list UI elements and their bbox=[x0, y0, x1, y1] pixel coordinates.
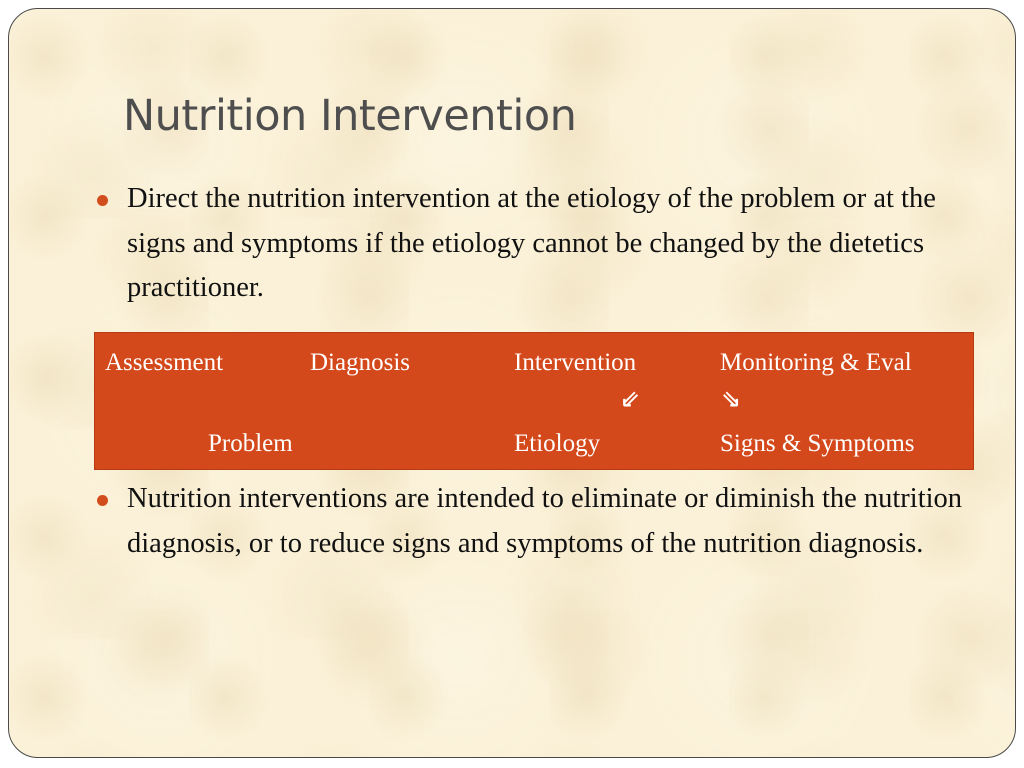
step-intervention: Intervention bbox=[514, 349, 637, 376]
target-problem: Problem bbox=[208, 430, 293, 457]
bullet-item bbox=[97, 177, 977, 311]
bullet-item bbox=[97, 477, 977, 566]
slide-title: Nutrition Intervention bbox=[123, 91, 577, 141]
step-diagnosis: Diagnosis bbox=[310, 349, 410, 376]
target-etiology: Etiology bbox=[514, 430, 601, 457]
nutrition-care-process-box bbox=[94, 332, 974, 470]
step-assessment: Assessment bbox=[105, 349, 224, 376]
bullet-text: Direct the nutrition intervention at the etiology of the problem or at the signs and symptoms if the etiology cannot be changed by the dietetics practitioner. bbox=[127, 183, 936, 303]
arrow-down-left-icon: ⇙ bbox=[620, 385, 641, 413]
bullet-dot-icon bbox=[97, 195, 108, 206]
bullet-text: Nutrition interventions are intended to eliminate or diminish the nutrition diagnosis, or to reduce signs and symptoms of the nutrition diagnosis. bbox=[127, 483, 963, 559]
target-signs-symptoms: Signs & Symptoms bbox=[720, 430, 915, 457]
step-monitoring-eval: Monitoring & Eval bbox=[720, 349, 912, 376]
bullet-dot-icon bbox=[97, 495, 108, 506]
arrow-down-right-icon: ⇘ bbox=[721, 385, 742, 413]
slide bbox=[8, 8, 1016, 758]
